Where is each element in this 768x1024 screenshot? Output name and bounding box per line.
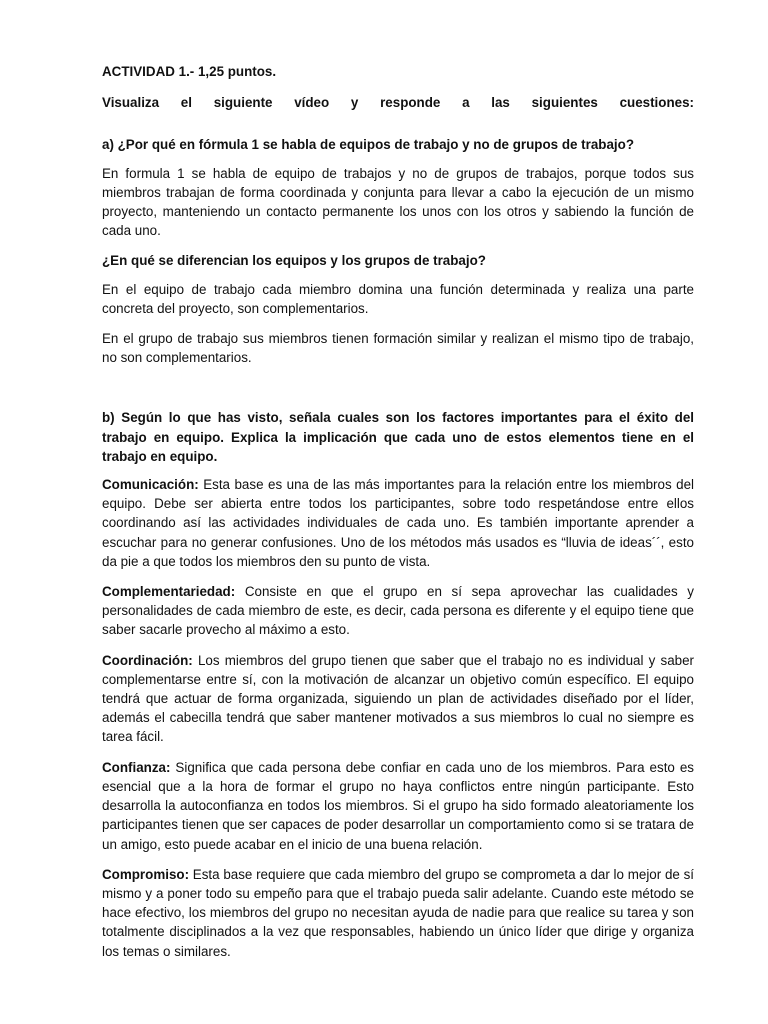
activity-title: ACTIVIDAD 1.- 1,25 puntos. [102,64,277,79]
factor-coordination [102,651,694,747]
factor-term: Confianza: [102,759,171,775]
factor-text: Los miembros del grupo tienen que saber que el trabajo no es individual y saber complementarse entre sí, con la motivación de alcanzar un objetivo común específico. El equipo tendrá que actuar de forma organizada, siguiendo un plan de actividades diseñado por el líder, además el cabecilla tendrá que saber mantener motivados a sus miembros lo cual no siempre es tarea fácil. [102,652,694,745]
factor-term: Complementariedad: [102,584,236,600]
section-spacer [102,378,694,408]
factor-trust [102,758,694,854]
answer-a: En formula 1 se habla de equipo de trabajos y no de grupos de trabajos, porque todos sus miembros trabajan de forma coordinada y conjunta para llevar a cabo la ejecución de un mismo proyecto, manteniendo un contacto permanente los unos con los otros y sabiendo la función de cada uno. [102,165,694,239]
answer-a2-group: En el grupo de trabajo sus miembros tienen formación similar y realizan el mismo tipo de trabajo, no son complementarios. [102,331,694,366]
factor-communication [102,475,694,571]
factor-term: Compromiso: [102,866,190,882]
question-a: a) ¿Por qué en fórmula 1 se habla de equipos de trabajo y no de grupos de trabajo? [102,137,634,153]
document-page [102,62,694,972]
factor-text: Esta base es una de las más importantes para la relación entre los miembros del equipo. Debe ser abierta entre todos los participantes, sobre todo respetándose entre ellos coordinando así las actividades individuales de cada uno. Es también importante aprender a escuchar para no generar confusiones. Uno de los métodos más usados es “lluvia de ideas´´, esto da pie a que todos los miembros den su punto de vista. [102,477,694,569]
answer-a2-team: En el equipo de trabajo cada miembro domina una función determinada y realiza una parte concreta del proyecto, son complementarios. [102,281,694,316]
factor-text: Esta base requiere que cada miembro del grupo se comprometa a dar lo mejor de sí mismo y a poner todo su empeño para que el trabajo pueda salir adelante. Cuando este método se hace efectivo, los miembros del grupo no necesitan ayuda de nadie para que realice su tarea y son totalmente disciplinados a la vez que responsables, habiendo un único líder que dirige y organiza los temas o similares. [102,866,694,959]
factor-term: Comunicación: [102,477,199,493]
factor-text: Significa que cada persona debe confiar en cada uno de los miembros. Para esto es esencial que a la hora de formar el grupo no haya conflictos entre ningún participante. Esto desarrolla la autoconfianza en todos los miembros. Si el grupo ha sido formado aleatoriamente los participantes tienen que ser capaces de poder desarrollar un comportamiento como si se tratara de un amigo, esto puede acabar en el inicio de una buena relación. [102,759,694,852]
question-a2: ¿En qué se diferencian los equipos y los grupos de trabajo? [102,253,486,269]
factor-commitment [102,865,694,961]
factor-term: Coordinación: [102,652,193,668]
activity-intro: Visualiza el siguiente vídeo y responde a las siguientes cuestiones: [102,95,694,111]
question-b: b) Según lo que has visto, señala cuales son los factores importantes para el éxito del trabajo en equipo. Explica la implicación que cada uno de estos elementos tiene en el trabajo en equipo. [102,410,694,464]
factor-complementarity [102,582,694,640]
factor-text: Consiste en que el grupo en sí sepa aprovechar las cualidades y personalidades de cada miembro de este, es decir, cada persona es diferente y el equipo tiene que saber sacarle provecho al máximo a esto. [102,584,694,638]
